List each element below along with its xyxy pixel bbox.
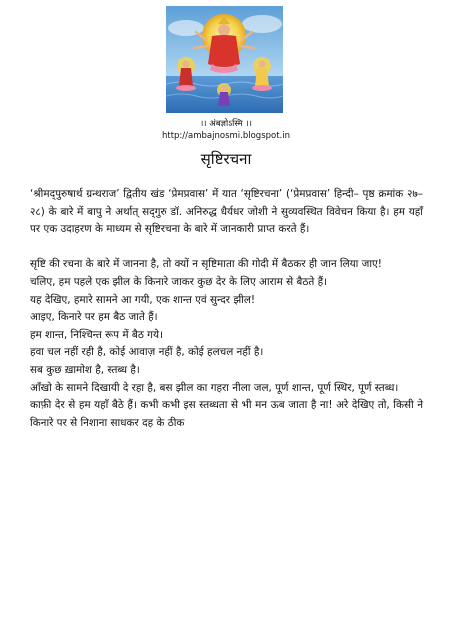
goddess-illustration	[166, 6, 283, 113]
intro-paragraph: ‘श्रीमद्‌पुरुषार्थ ग्रन्थराज’ द्वितीय खंड ‘प्रेमप्रवास’ में यात ‘सृष्टिरचना’ (‘प्रेमप्रवास’ हिन्दी– पृष्ठ क्रमांक २७–२८) के बारे में बापु ने अर्थात्‌ सद्‌गुरु डॉ. अनिरुद्ध धैर्यधर जोशी ने सुव्यवस्थित विवेचन किया है। हम यहाँ पर एक उदाहरण के माध्यम से सृष्टिरचना के बारे में जानकारी प्राप्त करते हैं।	[30, 188, 423, 236]
goddess-face	[218, 24, 230, 36]
invocation-text: ।। अंबज्ञोऽस्मि ।।	[200, 119, 252, 129]
body-line: यह देखिए, हमारे सामने आ गयी, एक शान्त एवं सुन्दर झील!	[30, 293, 256, 306]
center-lower-deity	[217, 83, 231, 106]
body-line: हवा चल नहीं रही है, कोई आवाज़ नहीं है, कोई हलचल नहीं है।	[30, 346, 264, 359]
body-line: सृष्टि की रचना के बारे में जानना है, तो क्यों न सृष्टिमाता की गोदी में बैठकर ही जान लिया जाए!	[30, 258, 382, 271]
body-line: हम शान्त, निश्चिन्त रूप में बैठ गये।	[30, 328, 163, 341]
cloud	[242, 15, 282, 33]
goddess-robe	[208, 35, 240, 67]
goddess-picture	[166, 6, 283, 113]
body-line: काफ़ी देर से हम यहाँ बैठे हैं। कभी कभी इस स्तब्धता से भी मन ऊब जाता है ना! अरे देखिए तो, किसी ने किनारे पर से निशाना साधकर दह के ठीक	[30, 399, 423, 429]
page-title: सृष्टिरचना	[200, 150, 252, 168]
body-line: आँखो के सामने दिखायी दे रहा है, बस झील का गहरा नीला जल, पूर्ण शान्त, पूर्ण स्थिर, पूर्ण स्तब्ध।	[30, 381, 399, 394]
article-body	[30, 186, 423, 432]
blog-url: http://ambajnosmi.blogspot.in	[161, 131, 290, 141]
body-line: सब कुछ ख़ामोश है, स्तब्ध है।	[30, 363, 140, 376]
body-line: चलिए, हम पहले एक झील के किनारे जाकर कुछ देर के लिए आराम से बैठते हैं।	[30, 275, 328, 288]
body-line: आइए, किनारे पर हम बैठ जाते हैं।	[30, 311, 158, 324]
paragraph-gap	[30, 239, 423, 257]
